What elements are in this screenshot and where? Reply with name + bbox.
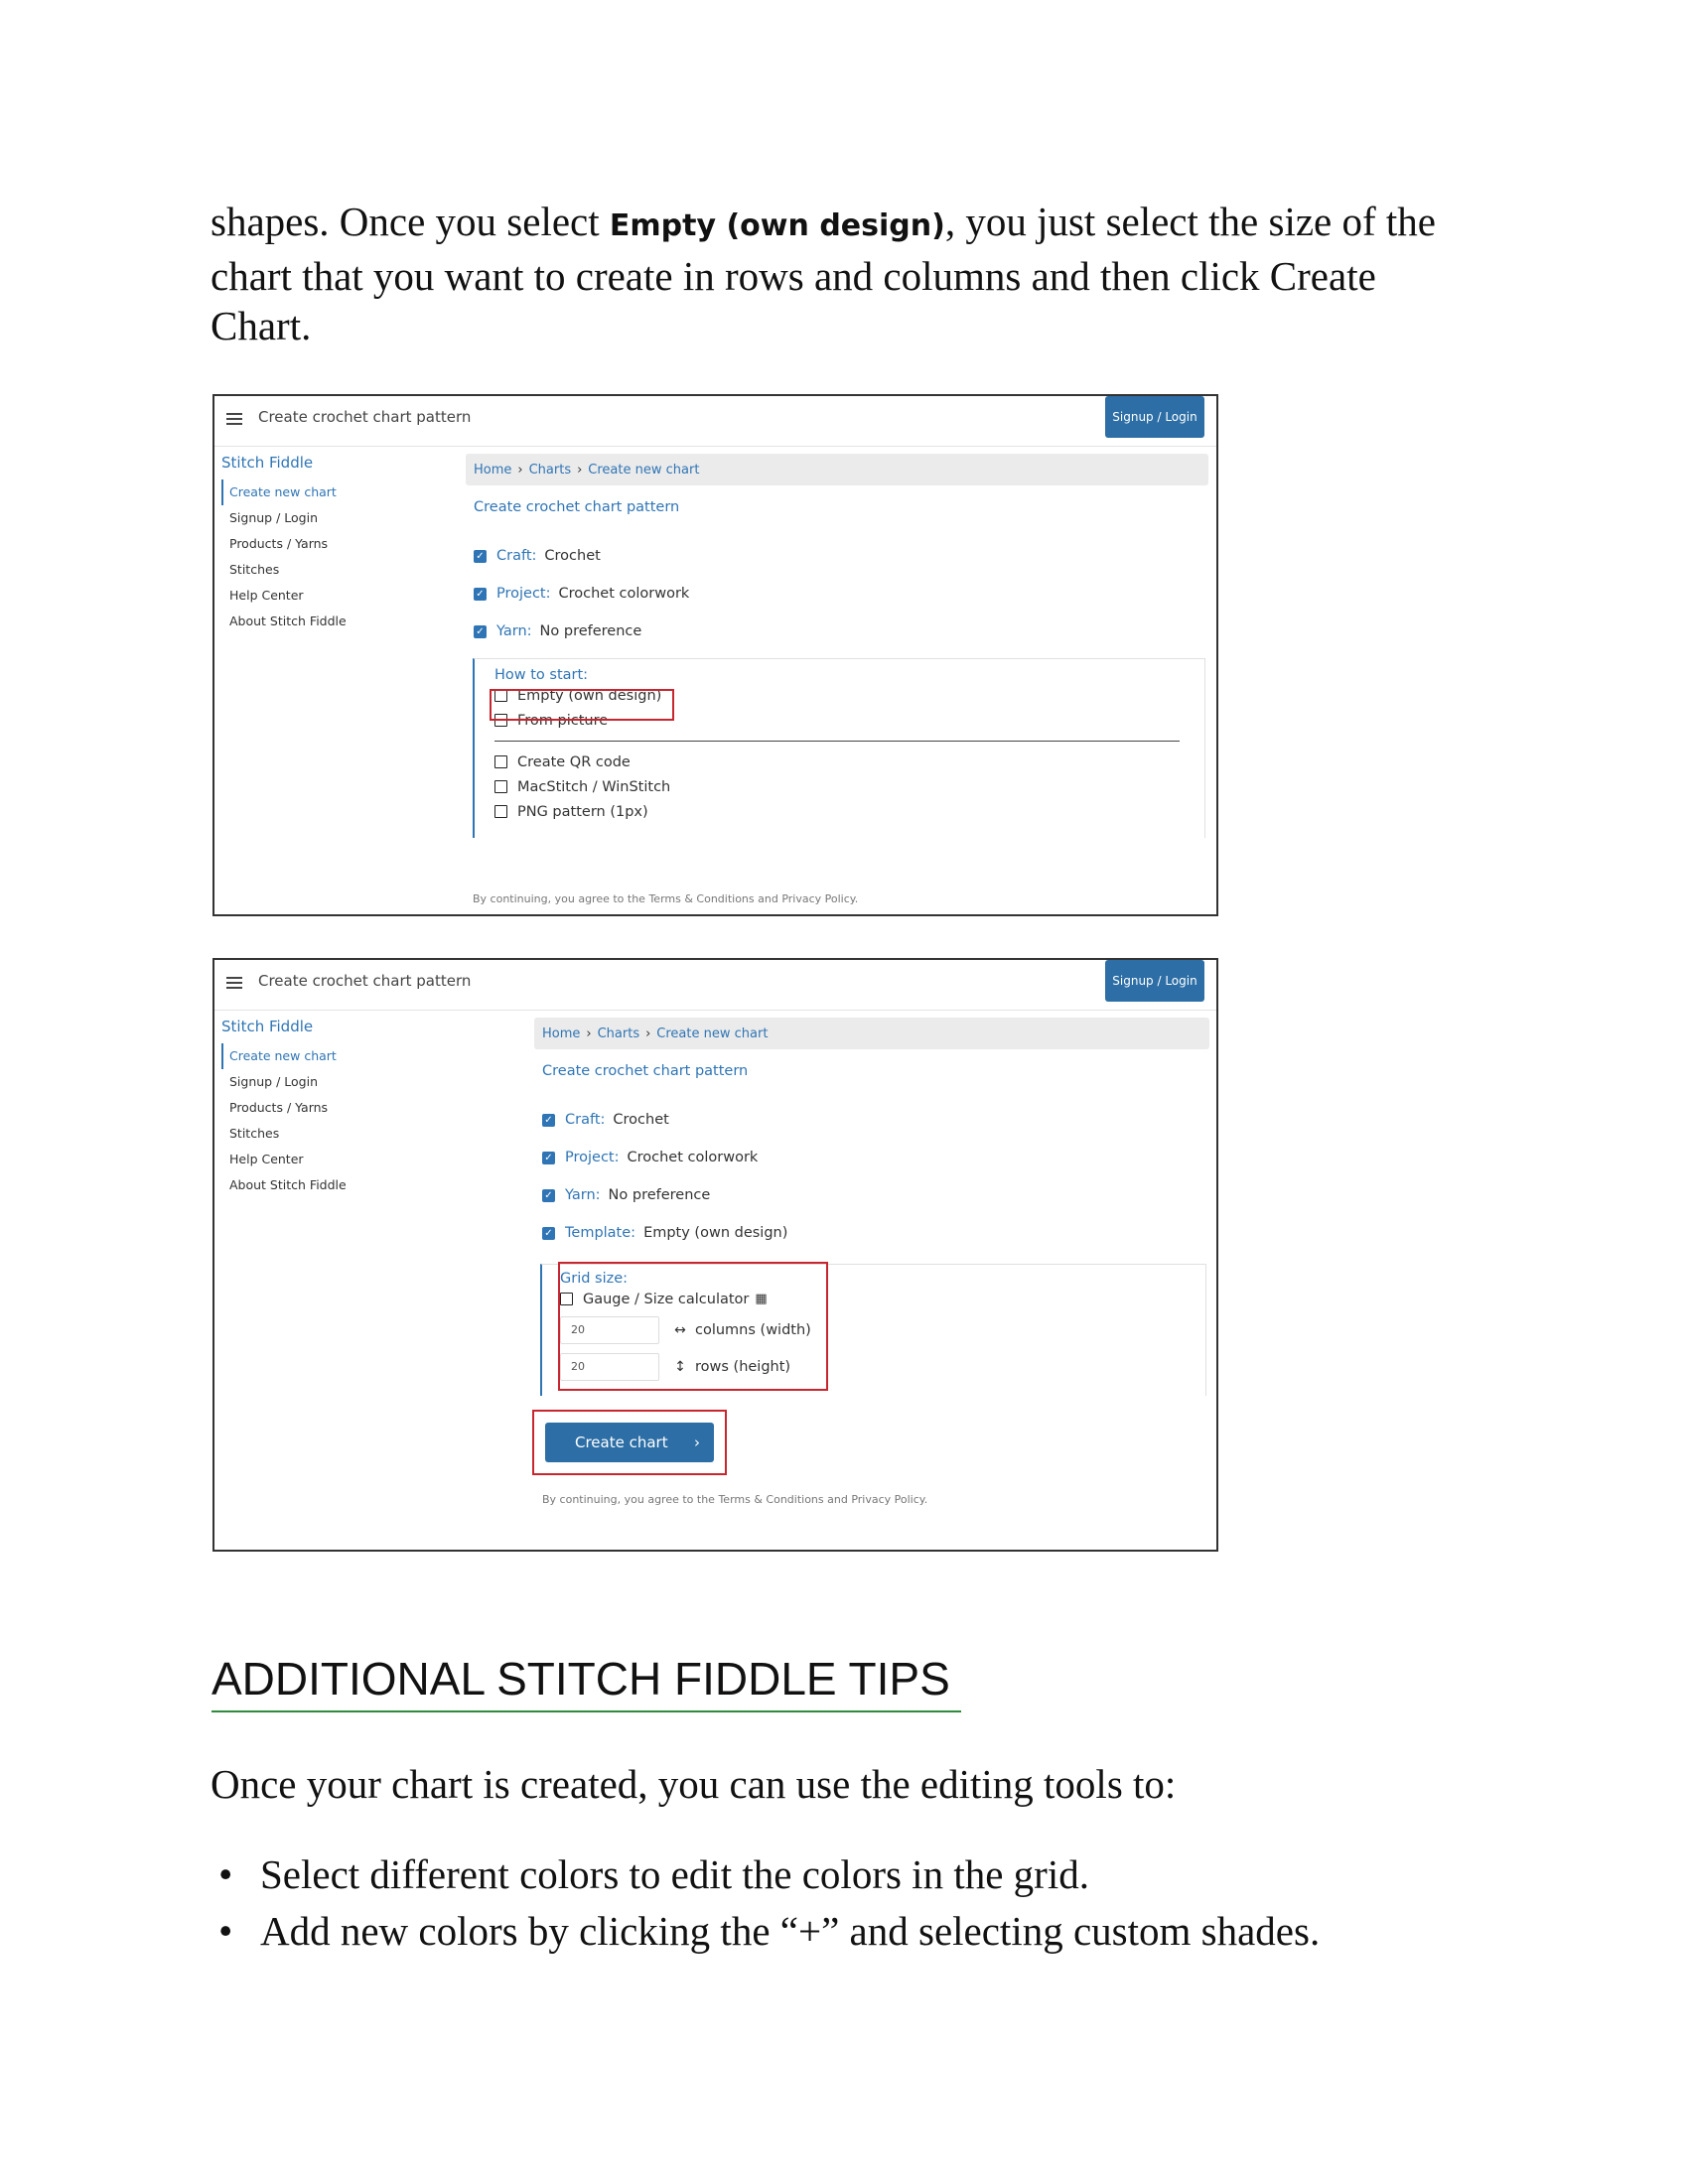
highlight-empty-own-design [490,689,674,721]
signup-login-button[interactable]: Signup / Login [1105,960,1204,1002]
tips-lead: Once your chart is created, you can use the editing tools to: [211,1761,1177,1807]
option-create-qr-code[interactable] [494,750,1180,774]
rows-input[interactable]: 20 [560,1353,659,1381]
sidebar-item-stitches[interactable]: Stitches [229,562,280,577]
breadcrumb-current[interactable]: Create new chart [588,462,700,478]
option-macstitch-winstitch[interactable] [494,774,1180,799]
breadcrumb-home[interactable]: Home [542,1025,581,1041]
selection-label: Project: [565,1150,620,1165]
columns-label: columns (width) [695,1321,811,1338]
intro-paragraph [211,197,1462,350]
selection-value: Empty (own design) [643,1225,788,1241]
options-divider [494,741,1180,742]
page-title: Create crochet chart pattern [542,1063,749,1079]
screenshot-grid-size [212,958,1218,1552]
selection-label: Yarn: [496,623,532,639]
gauge-label: Gauge / Size calculator [583,1291,750,1307]
list-item [211,1903,1320,1960]
checkbox-checked-icon: ✓ [474,625,487,638]
screenshot-how-to-start [212,394,1218,916]
calculator-icon[interactable]: ▦ [755,1292,768,1306]
option-label: PNG pattern (1px) [517,803,648,820]
option-label: Create QR code [517,753,631,770]
terms-notice: By continuing, you agree to the Terms & Conditions and Privacy Policy. [542,1493,928,1506]
how-to-start-heading: How to start: [494,667,589,683]
selection-value: Crochet [613,1112,669,1128]
how-to-start-panel [473,658,1205,838]
chevron-right-icon: › [586,1025,592,1041]
sidebar-item-products-yarns[interactable]: Products / Yarns [229,1100,329,1115]
vertical-arrow-icon: ↕ [674,1358,686,1375]
checkbox-empty-icon[interactable] [494,805,507,818]
sidebar-item-signup-login[interactable]: Signup / Login [229,510,319,525]
breadcrumb-current[interactable]: Create new chart [656,1025,769,1041]
option-label: Empty (own design) [517,687,662,704]
sidebar-item-help-center[interactable]: Help Center [229,1152,304,1166]
list-item-text: Select different colors to edit the colors in the grid. [260,1851,1089,1897]
sidebar [221,454,347,634]
selection-value: No preference [539,623,642,639]
selection-template[interactable] [542,1222,1209,1244]
topbar [214,960,1216,1011]
list-item-text: Add new colors by clicking the “+” and selecting custom shades. [260,1908,1321,1954]
selection-project[interactable] [542,1147,1209,1168]
intro-text-after: , you just select the size of the chart that you want to create in rows and columns and then click Create Chart. [211,199,1436,348]
checkbox-empty-icon[interactable] [494,780,507,793]
list-item [211,1846,1320,1903]
highlight-create-chart [532,1410,727,1475]
breadcrumb [466,454,1208,485]
terms-notice: By continuing, you agree to the Terms & Conditions and Privacy Policy. [473,892,859,905]
chevron-right-icon: › [694,1433,700,1451]
selection-yarn[interactable] [542,1184,1209,1206]
sidebar-item-about[interactable]: About Stitch Fiddle [229,614,347,628]
main-content [466,454,1208,642]
selection-project[interactable] [474,583,1208,605]
checkbox-checked-icon: ✓ [542,1152,555,1164]
intro-text-before: shapes. Once you select [211,199,610,244]
sidebar-item-create-new-chart[interactable]: Create new chart [221,1043,347,1069]
breadcrumb-charts[interactable]: Charts [528,462,572,478]
checkbox-checked-icon: ✓ [474,588,487,601]
selection-label: Yarn: [565,1187,601,1203]
signup-login-button[interactable]: Signup / Login [1105,396,1204,438]
sidebar [221,1018,347,1198]
sidebar-item-help-center[interactable]: Help Center [229,588,304,603]
bullet-icon: • [218,1851,233,1897]
chevron-right-icon: › [645,1025,651,1041]
topbar [214,396,1216,447]
hamburger-icon[interactable] [226,413,242,425]
sidebar-item-stitches[interactable]: Stitches [229,1126,280,1141]
sidebar-item-signup-login[interactable]: Signup / Login [229,1074,319,1089]
highlight-grid-size [558,1262,828,1391]
heading-underline [211,1710,961,1712]
breadcrumb-charts[interactable]: Charts [597,1025,640,1041]
selection-label: Craft: [496,548,537,564]
chevron-right-icon: › [517,462,523,478]
checkbox-checked-icon: ✓ [474,550,487,563]
create-chart-label: Create chart [575,1433,668,1451]
bullet-icon: • [218,1908,233,1954]
topbar-title: Create crochet chart pattern [258,972,472,990]
option-label: MacStitch / WinStitch [517,778,671,795]
checkbox-checked-icon: ✓ [542,1114,555,1127]
selection-label: Craft: [565,1112,606,1128]
grid-size-heading: Grid size: [560,1271,629,1287]
breadcrumb-home[interactable]: Home [474,462,512,478]
sidebar-item-create-new-chart[interactable]: Create new chart [221,479,347,505]
selection-value: Crochet colorwork [627,1150,759,1165]
sidebar-item-about[interactable]: About Stitch Fiddle [229,1177,347,1192]
selection-label: Template: [565,1225,636,1241]
page-title: Create crochet chart pattern [474,499,680,515]
selection-value: No preference [608,1187,711,1203]
selection-value: Crochet colorwork [558,586,690,602]
selection-craft[interactable] [474,545,1208,567]
horizontal-arrow-icon: ↔ [674,1321,686,1338]
selection-list [474,545,1208,642]
selection-label: Project: [496,586,551,602]
rows-label: rows (height) [695,1358,791,1375]
intro-ui-reference: Empty (own design) [609,208,945,243]
main-content [534,1018,1209,1244]
selection-list [542,1109,1209,1244]
selection-value: Crochet [544,548,601,564]
checkbox-empty-icon[interactable] [494,755,507,768]
sidebar-brand[interactable]: Stitch Fiddle [221,454,314,472]
sidebar-brand[interactable]: Stitch Fiddle [221,1018,314,1035]
columns-input[interactable]: 20 [560,1316,659,1344]
checkbox-checked-icon: ✓ [542,1189,555,1202]
checkbox-checked-icon: ✓ [542,1227,555,1240]
hamburger-icon[interactable] [226,977,242,989]
option-label: From picture [517,712,609,729]
topbar-title: Create crochet chart pattern [258,408,472,426]
tips-list [211,1846,1320,1960]
breadcrumb [534,1018,1209,1049]
selection-yarn[interactable] [474,620,1208,642]
tips-heading: ADDITIONAL STITCH FIDDLE TIPS [211,1653,950,1705]
option-png-pattern[interactable] [494,799,1180,824]
chevron-right-icon: › [577,462,583,478]
selection-craft[interactable] [542,1109,1209,1131]
sidebar-item-products-yarns[interactable]: Products / Yarns [229,536,329,551]
